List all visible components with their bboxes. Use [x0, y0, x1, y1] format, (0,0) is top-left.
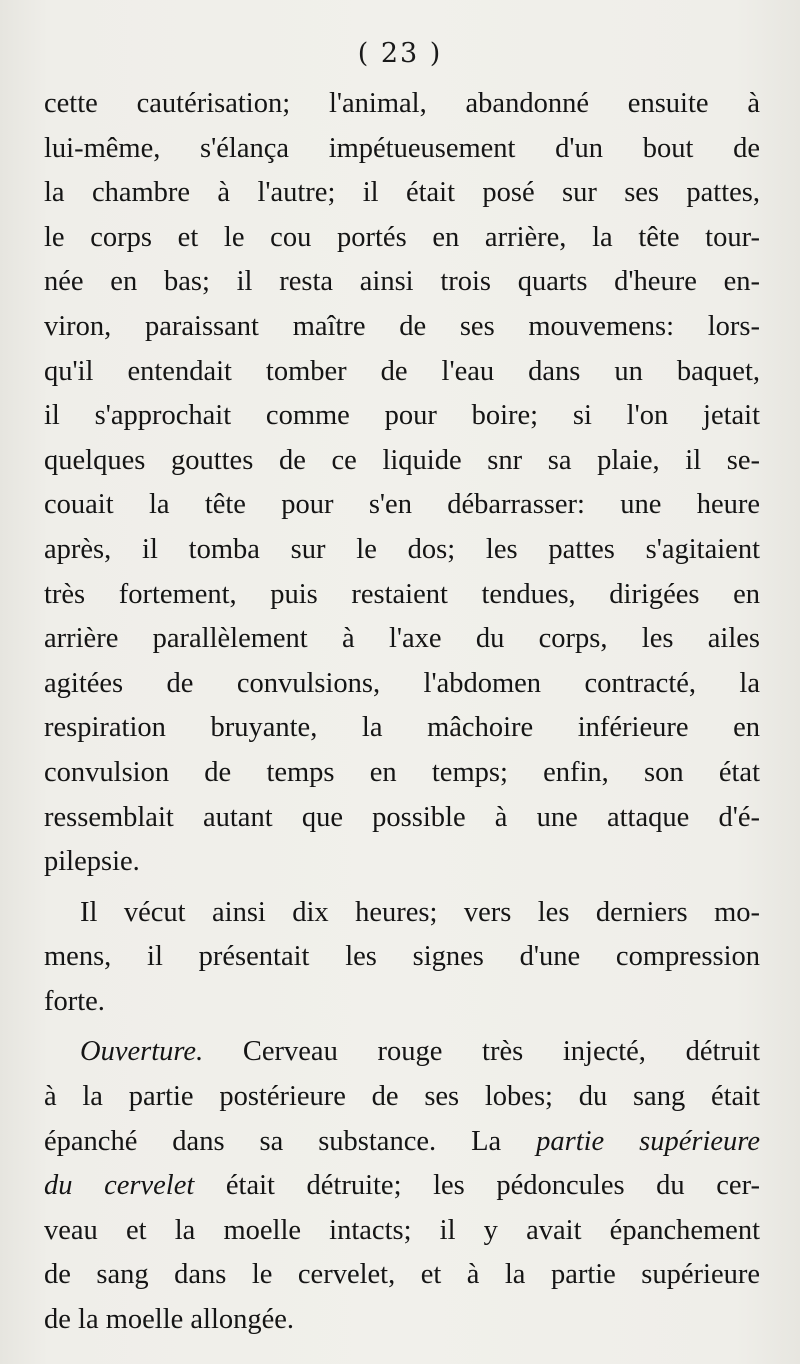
text-line: à la partie postérieure de ses lobes; du sang était [44, 1081, 760, 1113]
text-line: née en bas; il resta ainsi trois quarts d'heure en- [44, 266, 760, 298]
text-line: de la moelle allongée. [44, 1304, 295, 1336]
italic-phrase: du cervelet [44, 1170, 195, 1202]
text-line: la chambre à l'autre; il était posé sur ses pattes, [44, 177, 760, 209]
text-line: Ouverture. Cerveau rouge très injecté, détruit [80, 1036, 760, 1068]
text-line: le corps et le cou portés en arrière, la tête tour- [44, 221, 760, 253]
text-line: de sang dans le cervelet, et à la partie supérieure [44, 1259, 760, 1291]
text-line: épanché dans sa substance. La partie supérieure [44, 1125, 760, 1157]
page-number: ( 23 ) [357, 38, 443, 69]
text-line: couait la tête pour s'en débarrasser: une heure [44, 489, 760, 521]
section-heading: Ouverture. [80, 1036, 204, 1068]
text-line: forte. [44, 985, 105, 1017]
text-line: cette cautérisation; l'animal, abandonné ensuite à [44, 88, 760, 119]
body-text [44, 82, 760, 1343]
text-line: il s'approchait comme pour boire; si l'on jetait [44, 400, 760, 432]
text-line: du cervelet était détruite; les pédoncules du cer- [44, 1170, 760, 1202]
text-line: qu'il entendait tomber de l'eau dans un baquet, [44, 355, 760, 387]
text-line: après, il tomba sur le dos; les pattes s'agitaient [44, 533, 760, 565]
text-line: pilepsie. [44, 846, 140, 878]
text-line: très fortement, puis restaient tendues, dirigées en [44, 578, 760, 610]
text-line: ressemblait autant que possible à une attaque d'é- [44, 801, 760, 833]
text-line: convulsion de temps en temps; enfin, son état [44, 756, 760, 788]
text-line: lui-même, s'élança impétueusement d'un bout de [44, 132, 760, 164]
text-line: viron, paraissant maître de ses mouvemens: lors- [44, 310, 760, 342]
text-line: arrière parallèlement à l'axe du corps, les ailes [44, 623, 760, 655]
text-line: mens, il présentait les signes d'une compression [44, 941, 760, 973]
italic-phrase: partie supérieure [536, 1125, 760, 1157]
text-line: respiration bruyante, la mâchoire inférieure en [44, 712, 760, 744]
text-line: veau et la moelle intacts; il y avait épanchement [44, 1214, 760, 1246]
text-line: quelques gouttes de ce liquide snr sa plaie, il se- [44, 444, 760, 476]
text-line: agitées de convulsions, l'abdomen contracté, la [44, 667, 760, 699]
text-line: Il vécut ainsi dix heures; vers les derniers mo- [80, 896, 760, 928]
